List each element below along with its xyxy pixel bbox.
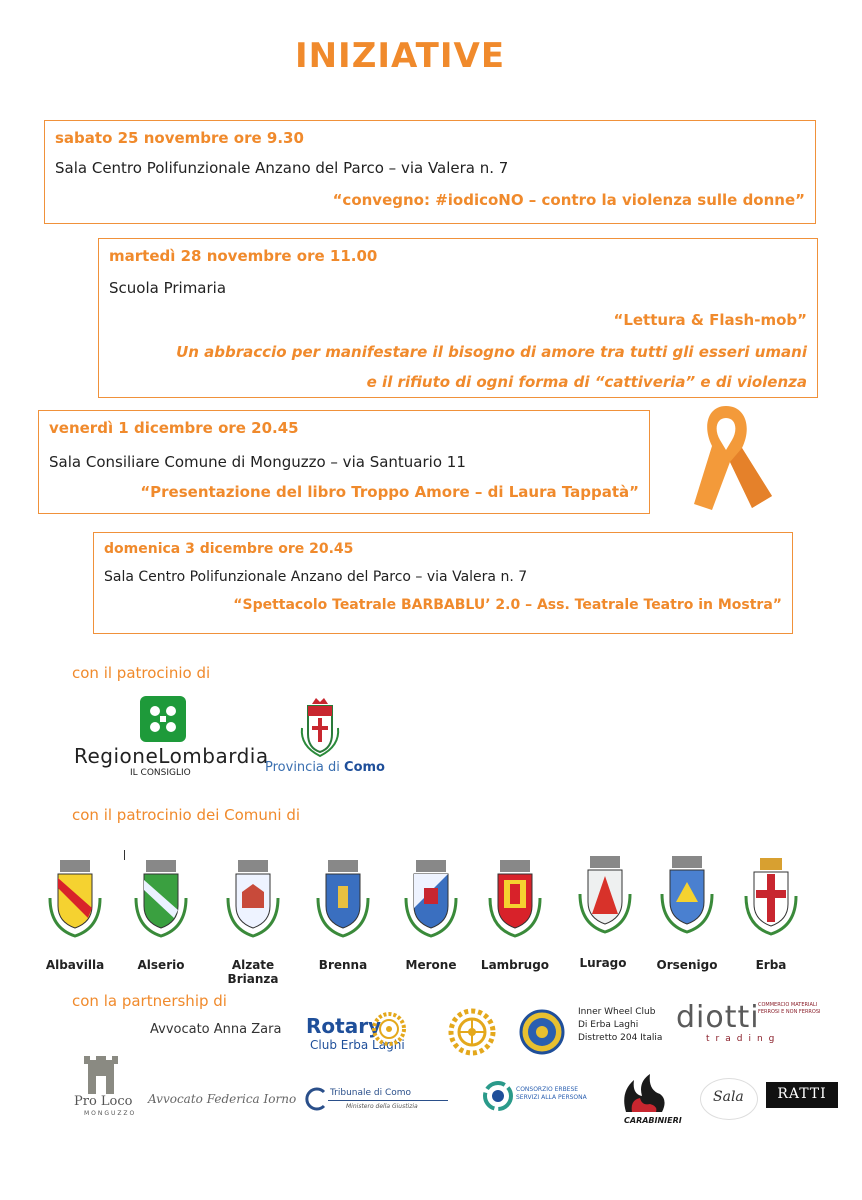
diotti-small: COMMERCIO MATERIALI	[758, 1002, 818, 1008]
comune-label: Alzate Brianza	[227, 958, 279, 986]
lambrugo-crest-icon	[484, 858, 546, 940]
rotary-logo	[300, 1010, 410, 1060]
comune-label: Orsenigo	[656, 958, 718, 972]
comune-label: Erba	[755, 958, 787, 972]
comune-label: Merone	[405, 958, 457, 972]
diotti-logo	[676, 1000, 826, 1050]
partner-anna-zara: Avvocato Anna Zara	[150, 1022, 282, 1037]
comune-label: Brenna	[318, 958, 368, 972]
event-title: “convegno: #iodicoNO – contro la violenza sulle donne”	[332, 191, 805, 209]
consorzio-logo	[482, 1080, 592, 1114]
sala-name: Sala	[713, 1089, 744, 1105]
section-label-partnership: con la partnership di	[72, 992, 227, 1010]
section-label-patrocinio: con il patrocinio di	[72, 664, 211, 682]
rotary-name: Rotary	[306, 1014, 382, 1038]
tribunale-line	[328, 1100, 448, 1101]
section-label-comuni: con il patrocinio dei Comuni di	[72, 806, 301, 824]
event-description: Un abbraccio per manifestare il bisogno di amore tra tutti gli esseri umani	[176, 343, 807, 361]
diotti-sub: trading	[706, 1034, 781, 1044]
inner-wheel-icon	[518, 1008, 566, 1056]
inner-wheel-line: Distretto 204 Italia	[578, 1033, 663, 1043]
lurago-crest-icon	[574, 854, 636, 936]
event-box	[44, 120, 816, 224]
comune-label: Albavilla	[45, 958, 105, 972]
carabinieri-name: CARABINIERI	[624, 1116, 682, 1125]
event-place: Sala Consiliare Comune di Monguzzo – via Santuario 11	[49, 453, 466, 471]
proloco-tower-icon	[74, 1054, 128, 1094]
event-title: “Presentazione del libro Troppo Amore – di Laura Tappatà”	[140, 483, 639, 501]
tribunale-logo	[302, 1086, 452, 1114]
ratti-logo	[766, 1082, 838, 1108]
erba-crest-icon	[740, 856, 802, 938]
regione-lombardia-name: RegioneLombardia	[74, 744, 269, 768]
event-box	[38, 410, 650, 514]
event-title: “Spettacolo Teatrale BARBABLU’ 2.0 – Ass. Teatrale Teatro in Mostra”	[233, 597, 782, 613]
sala-logo	[700, 1078, 758, 1120]
rotary-wheel-icon	[448, 1008, 496, 1056]
event-place: Sala Centro Polifunzionale Anzano del Parco – via Valera n. 7	[104, 569, 528, 585]
provincia-city: Como	[344, 760, 385, 775]
tribunale-name: Tribunale di Como	[330, 1088, 412, 1098]
tribunale-sub: Ministero della Giustizia	[346, 1103, 418, 1110]
consorzio-line: SERVIZI ALLA PERSONA	[516, 1094, 587, 1101]
merone-crest-icon	[400, 858, 462, 940]
consorzio-ring-icon	[482, 1080, 514, 1112]
diotti-small: FERROSI E NON FERROSI	[758, 1009, 821, 1015]
comune-label: Alserio	[137, 958, 185, 972]
orange-ribbon-icon	[690, 400, 780, 512]
consorzio-line: CONSORZIO ERBESE	[516, 1086, 579, 1093]
provincia-como-crest-icon	[298, 698, 342, 758]
proloco-sub: MONGUZZO	[84, 1110, 137, 1117]
regione-lombardia-sub: IL CONSIGLIO	[130, 768, 191, 778]
partner-federica-iorno: Avvocato Federica Iorno	[148, 1092, 297, 1106]
event-date: sabato 25 novembre ore 9.30	[55, 129, 304, 147]
inner-wheel-line: Inner Wheel Club	[578, 1007, 656, 1017]
event-date: martedì 28 novembre ore 11.00	[109, 247, 378, 265]
brenna-crest-icon	[312, 858, 374, 940]
event-box	[93, 532, 793, 634]
inner-wheel-text	[578, 1006, 662, 1045]
comune-label: Lurago	[579, 956, 627, 970]
orsenigo-crest-icon	[656, 854, 718, 936]
alzate-brianza-crest-icon	[222, 858, 284, 940]
event-date: venerdì 1 dicembre ore 20.45	[49, 419, 299, 437]
event-box	[98, 238, 818, 398]
alserio-crest-icon	[130, 858, 192, 940]
inner-wheel-line: Di Erba Laghi	[578, 1020, 639, 1030]
provincia-prefix: Provincia di	[265, 760, 345, 775]
comuni-crests-row	[0, 852, 862, 986]
proloco-name: Pro Loco	[74, 1094, 133, 1109]
comune-label: Lambrugo	[480, 958, 550, 972]
event-place: Sala Centro Polifunzionale Anzano del Parco – via Valera n. 7	[55, 159, 509, 177]
albavilla-crest-icon	[44, 858, 106, 940]
rotary-wheel-icon	[372, 1012, 406, 1046]
event-title: “Lettura & Flash-mob”	[613, 311, 807, 329]
diotti-name: diotti	[676, 1000, 760, 1035]
tribunale-c-icon	[302, 1086, 328, 1112]
event-place: Scuola Primaria	[109, 279, 227, 297]
rotary-sub: Club Erba Laghi	[310, 1038, 405, 1052]
provincia-como-name	[265, 760, 385, 775]
ratti-name: RATTI	[777, 1086, 827, 1102]
regione-lombardia-logo-icon	[140, 696, 186, 742]
carabinieri-flame-icon	[616, 1072, 674, 1118]
event-date: domenica 3 dicembre ore 20.45	[104, 541, 354, 557]
carabinieri-logo	[612, 1072, 682, 1136]
event-description: e il rifiuto di ogni forma di “cattiveria” e di violenza	[366, 373, 807, 391]
page-title: INIZIATIVE	[294, 36, 506, 76]
